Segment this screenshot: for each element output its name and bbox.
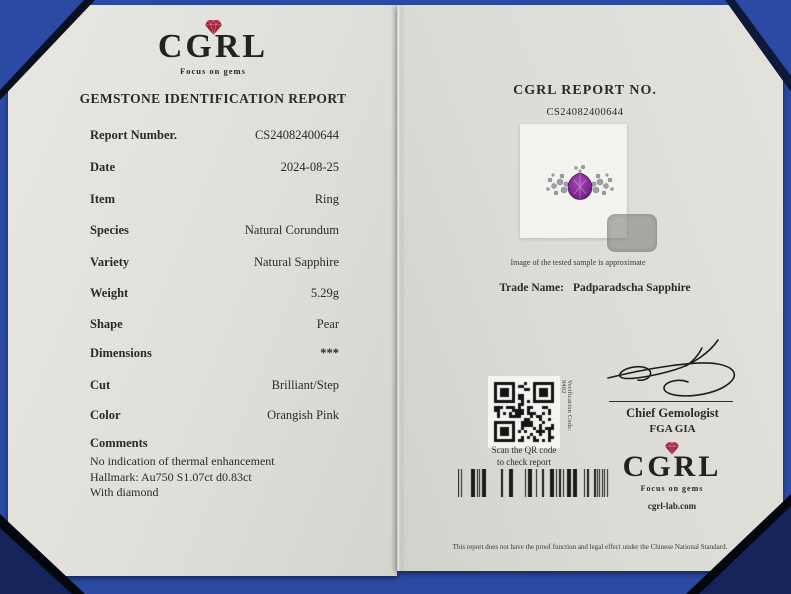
field-row-weight: [90, 286, 339, 301]
field-label: Shape: [90, 317, 123, 331]
trade-name-row: [470, 282, 720, 294]
field-row-date: [90, 160, 339, 175]
brand-wordmark: CGRL: [622, 450, 722, 483]
signature-line: [609, 401, 733, 402]
gemologist-signature: [602, 338, 742, 400]
comment-line: No indication of thermal enhancement: [90, 454, 275, 468]
field-value: Pear: [316, 317, 339, 331]
field-value: Natural Corundum: [244, 223, 339, 237]
qr-caption: to check report: [497, 457, 551, 467]
field-label: Species: [90, 223, 129, 237]
field-value: 2024-08-25: [280, 160, 339, 174]
comments-body: [90, 454, 360, 501]
hologram-sticker: [607, 214, 657, 252]
qr-code: [491, 379, 557, 445]
field-value: Brilliant/Step: [271, 378, 339, 392]
report-no-heading: CGRL REPORT NO.: [513, 83, 657, 98]
field-label: Date: [90, 160, 115, 174]
field-row-report-number: [90, 128, 339, 143]
brand-wordmark: CGRL: [157, 28, 269, 65]
field-label: Item: [90, 192, 115, 206]
gemologist-title: Chief Gemologist: [626, 406, 719, 420]
field-label: Cut: [90, 378, 111, 392]
verification-code: Verification Code: 9402: [560, 380, 572, 432]
field-label: Report Number.: [90, 128, 178, 142]
sapphire-ring-image: [540, 160, 620, 208]
field-value: Orangish Pink: [267, 408, 339, 422]
photo-caption: Image of the tested sample is approximate: [510, 258, 646, 267]
field-value: Ring: [314, 192, 339, 206]
field-value: Natural Sapphire: [253, 255, 339, 269]
field-value: CS24082400644: [254, 128, 339, 142]
field-row-variety: [90, 255, 339, 270]
field-label: Color: [90, 408, 121, 422]
comment-line: With diamond: [90, 485, 159, 499]
center-fold: [390, 5, 406, 571]
field-value: ***: [320, 346, 339, 360]
barcode: [458, 469, 616, 497]
legal-disclaimer: This report does not have the proof function and legal effect under the Chinese National Standard.: [452, 543, 728, 551]
field-label: Variety: [90, 255, 130, 269]
brand-tagline: Focus on gems: [180, 66, 246, 76]
qr-code-block: [488, 376, 560, 448]
field-row-species: [90, 223, 339, 238]
report-title: GEMSTONE IDENTIFICATION REPORT: [79, 91, 347, 106]
field-row-shape: [90, 317, 339, 332]
comments-label: Comments: [90, 436, 148, 450]
field-row-color: [90, 408, 339, 423]
comment-line: Hallmark: Au750 S1.07ct d0.83ct: [90, 469, 252, 484]
field-row-cut: [90, 378, 339, 393]
trade-name-label: Trade Name:: [499, 282, 564, 294]
field-value: 5.29g: [310, 286, 339, 300]
field-label: Dimensions: [90, 346, 152, 360]
qr-caption: Scan the QR code: [491, 445, 557, 455]
report-no-value: CS24082400644: [546, 107, 624, 118]
field-label: Weight: [90, 286, 129, 300]
field-row-item: [90, 192, 339, 207]
brand-tagline: Focus on gems: [640, 484, 704, 493]
brand-website: cgrl-lab.com: [647, 501, 697, 511]
trade-name-value: Padparadscha Sapphire: [572, 282, 691, 294]
field-row-dimensions: [90, 346, 339, 361]
gemologist-credentials: FGA GIA: [649, 423, 696, 435]
